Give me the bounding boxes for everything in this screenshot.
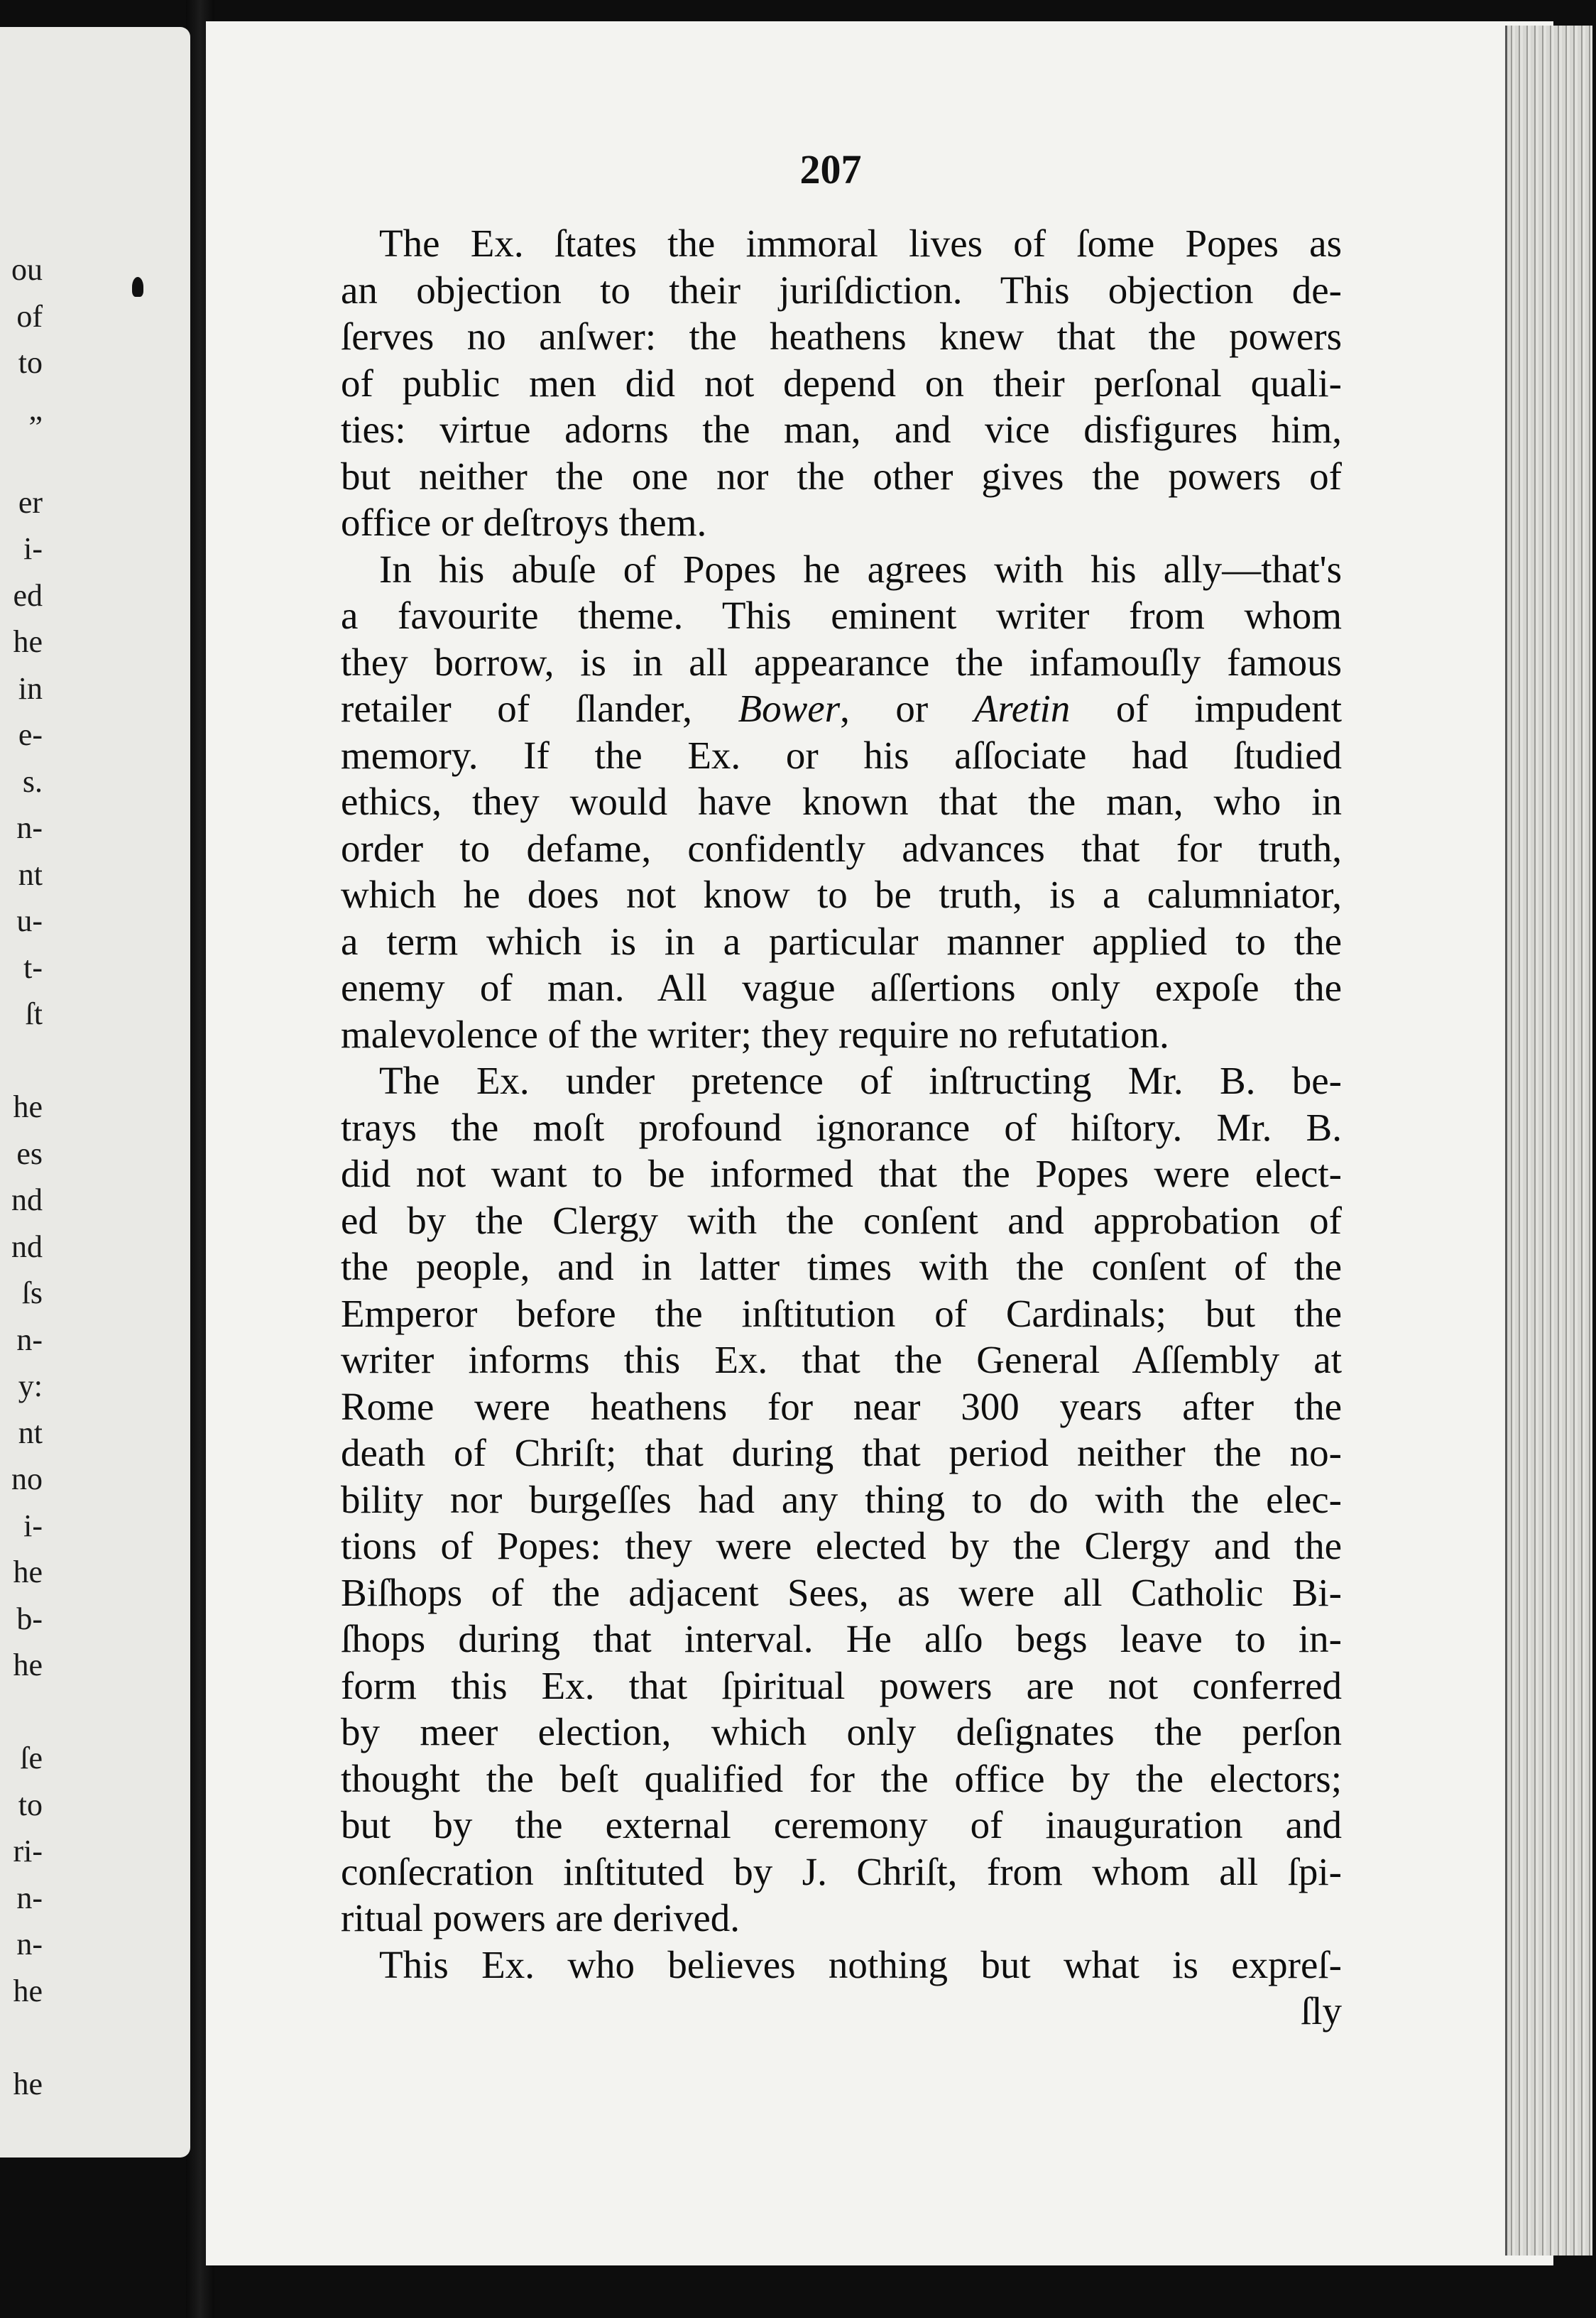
left-page-fragment: i-	[23, 531, 43, 566]
left-page-fragment: n-	[16, 1927, 43, 1961]
left-page-fragment: ed	[13, 577, 43, 613]
left-page-fragment: he	[13, 1648, 43, 1682]
text-line: ethics, they would have known that the man, who in	[341, 780, 1342, 823]
left-page-fragment: ſt	[25, 996, 43, 1031]
text-line: retailer of ſlander, Bower, or Aretin of impudent	[341, 687, 1342, 730]
text-line: bility nor burgeſſes had any thing to do with the elec-	[341, 1477, 1342, 1521]
text-line: thought the beſt qualified for the office by the electors;	[341, 1756, 1342, 1800]
paragraph-4	[341, 1942, 1342, 1988]
body-text	[341, 220, 1342, 2035]
text-line: In his abuſe of Popes he agrees with his ally—that's	[379, 547, 1342, 591]
text-line: ed by the Clergy with the conſent and approbation of	[341, 1198, 1342, 1242]
left-page-fragment: ſe	[20, 1741, 43, 1775]
left-page-fragment: he	[13, 2066, 43, 2101]
text-line: form this Ex. that ſpiritual powers are not conferred	[341, 1663, 1342, 1707]
left-page-fragment: nt	[18, 856, 43, 892]
left-page-fragment: in	[18, 670, 43, 706]
left-page-fragment: he	[13, 1089, 43, 1124]
left-page-fragment: n-	[16, 1322, 43, 1357]
text-line: ſhops during that interval. He alſo begs leave to in-	[341, 1617, 1342, 1660]
left-page-fragment: ſs	[21, 1275, 43, 1310]
left-page-fragment: b-	[16, 1601, 43, 1636]
left-page	[0, 27, 190, 2158]
left-page-fragment: no	[11, 1462, 43, 1496]
text-line: office or deſtroys them.	[341, 501, 707, 544]
left-page-fragment: ou	[11, 252, 43, 287]
text-line: The Ex. ſtates the immoral lives of ſome Popes as	[379, 222, 1342, 265]
text-line: but by the external ceremony of inauguration and	[341, 1803, 1342, 1846]
text-line: ties: virtue adorns the man, and vice disfigures him,	[341, 408, 1342, 451]
catchword: ſly	[1300, 1989, 1342, 2033]
italic-name: Bower	[738, 687, 841, 730]
page-number: 207	[799, 146, 862, 192]
left-page-fragment: n-	[16, 1880, 43, 1915]
ink-mark	[132, 277, 143, 297]
text-line: trays the moſt profound ignorance of hiſtory. Mr. B.	[341, 1105, 1342, 1149]
text-line: an objection to their juriſdiction. This objection de-	[341, 268, 1342, 312]
text-line: writer informs this Ex. that the General Aſſembly at	[341, 1338, 1342, 1381]
paragraph-1	[341, 220, 1342, 546]
left-page-fragment: he	[13, 1973, 43, 2008]
left-page-fragment: s.	[22, 763, 43, 799]
text-line: Biſhops of the adjacent Sees, as were all Catholic Bi-	[341, 1570, 1342, 1614]
text-line: a term which is in a particular manner applied to the	[341, 919, 1342, 963]
text-line: of public men did not depend on their perſonal quali-	[341, 361, 1342, 405]
text-line: ſerves no anſwer: the heathens knew that the powers	[341, 315, 1342, 358]
text-line: This Ex. who believes nothing but what is expreſ-	[379, 1942, 1342, 1986]
left-page-fragment: t-	[23, 949, 43, 985]
text-line: which he does not know to be truth, is a calumniator,	[341, 873, 1342, 916]
text-line: Rome were heathens for near 300 years after the	[341, 1384, 1342, 1428]
text-line: Emperor before the inſtitution of Cardinals; but the	[341, 1291, 1342, 1335]
left-page-fragment: y:	[18, 1369, 43, 1403]
left-page-fragment: nt	[18, 1415, 43, 1450]
page-edges	[1505, 26, 1592, 2256]
left-page-fragment: he	[13, 624, 43, 659]
paragraph-3	[341, 1057, 1342, 1942]
text-line: malevolence of the writer; they require no refutation.	[341, 1012, 1169, 1056]
text-line: the people, and in latter times with the conſent of the	[341, 1245, 1342, 1288]
italic-name: Aretin	[973, 687, 1071, 730]
left-page-fragment: n-	[16, 810, 43, 845]
left-page-fragment: e-	[18, 717, 43, 752]
text-line: ritual powers are derived.	[341, 1896, 740, 1939]
left-page-fragment: to	[18, 1787, 43, 1822]
text-line: order to defame, confidently advances that for truth,	[341, 826, 1342, 870]
text-line: death of Chriſt; that during that period neither the no-	[341, 1431, 1342, 1474]
left-page-fragment: nd	[11, 1229, 43, 1264]
text-line: they borrow, is in all appearance the infamouſly famous	[341, 640, 1342, 684]
text-line: by meer election, which only deſignates the perſon	[341, 1710, 1342, 1753]
left-page-fragment: „	[28, 391, 43, 427]
text-line: tions of Popes: they were elected by the Clergy and the	[341, 1524, 1342, 1567]
left-page-fragment: u-	[16, 903, 43, 938]
text-line: The Ex. under pretence of inſtructing Mr. B. be-	[379, 1059, 1342, 1102]
text-line: but neither the one nor the other gives the powers of	[341, 454, 1342, 498]
text-line: did not want to be informed that the Popes were elect-	[341, 1152, 1342, 1195]
text-line: memory. If the Ex. or his aſſociate had ſtudied	[341, 733, 1342, 777]
left-page-fragment: he	[13, 1555, 43, 1589]
text-line: conſecration inſtituted by J. Chriſt, from whom all ſpi-	[341, 1849, 1342, 1893]
text-line: enemy of man. All vague aſſertions only expoſe the	[341, 966, 1342, 1009]
left-page-fragment: i-	[23, 1508, 43, 1543]
left-page-fragment: to	[18, 345, 43, 380]
left-page-fragment: of	[16, 298, 43, 334]
paragraph-2	[341, 546, 1342, 1058]
left-page-fragment: es	[16, 1136, 43, 1171]
left-page-text-fragments	[0, 254, 43, 2186]
text-line: a favourite theme. This eminent writer from whom	[341, 594, 1342, 637]
left-page-fragment: nd	[11, 1182, 43, 1217]
left-page-fragment: ri-	[13, 1834, 43, 1868]
left-page-fragment: er	[18, 484, 43, 520]
